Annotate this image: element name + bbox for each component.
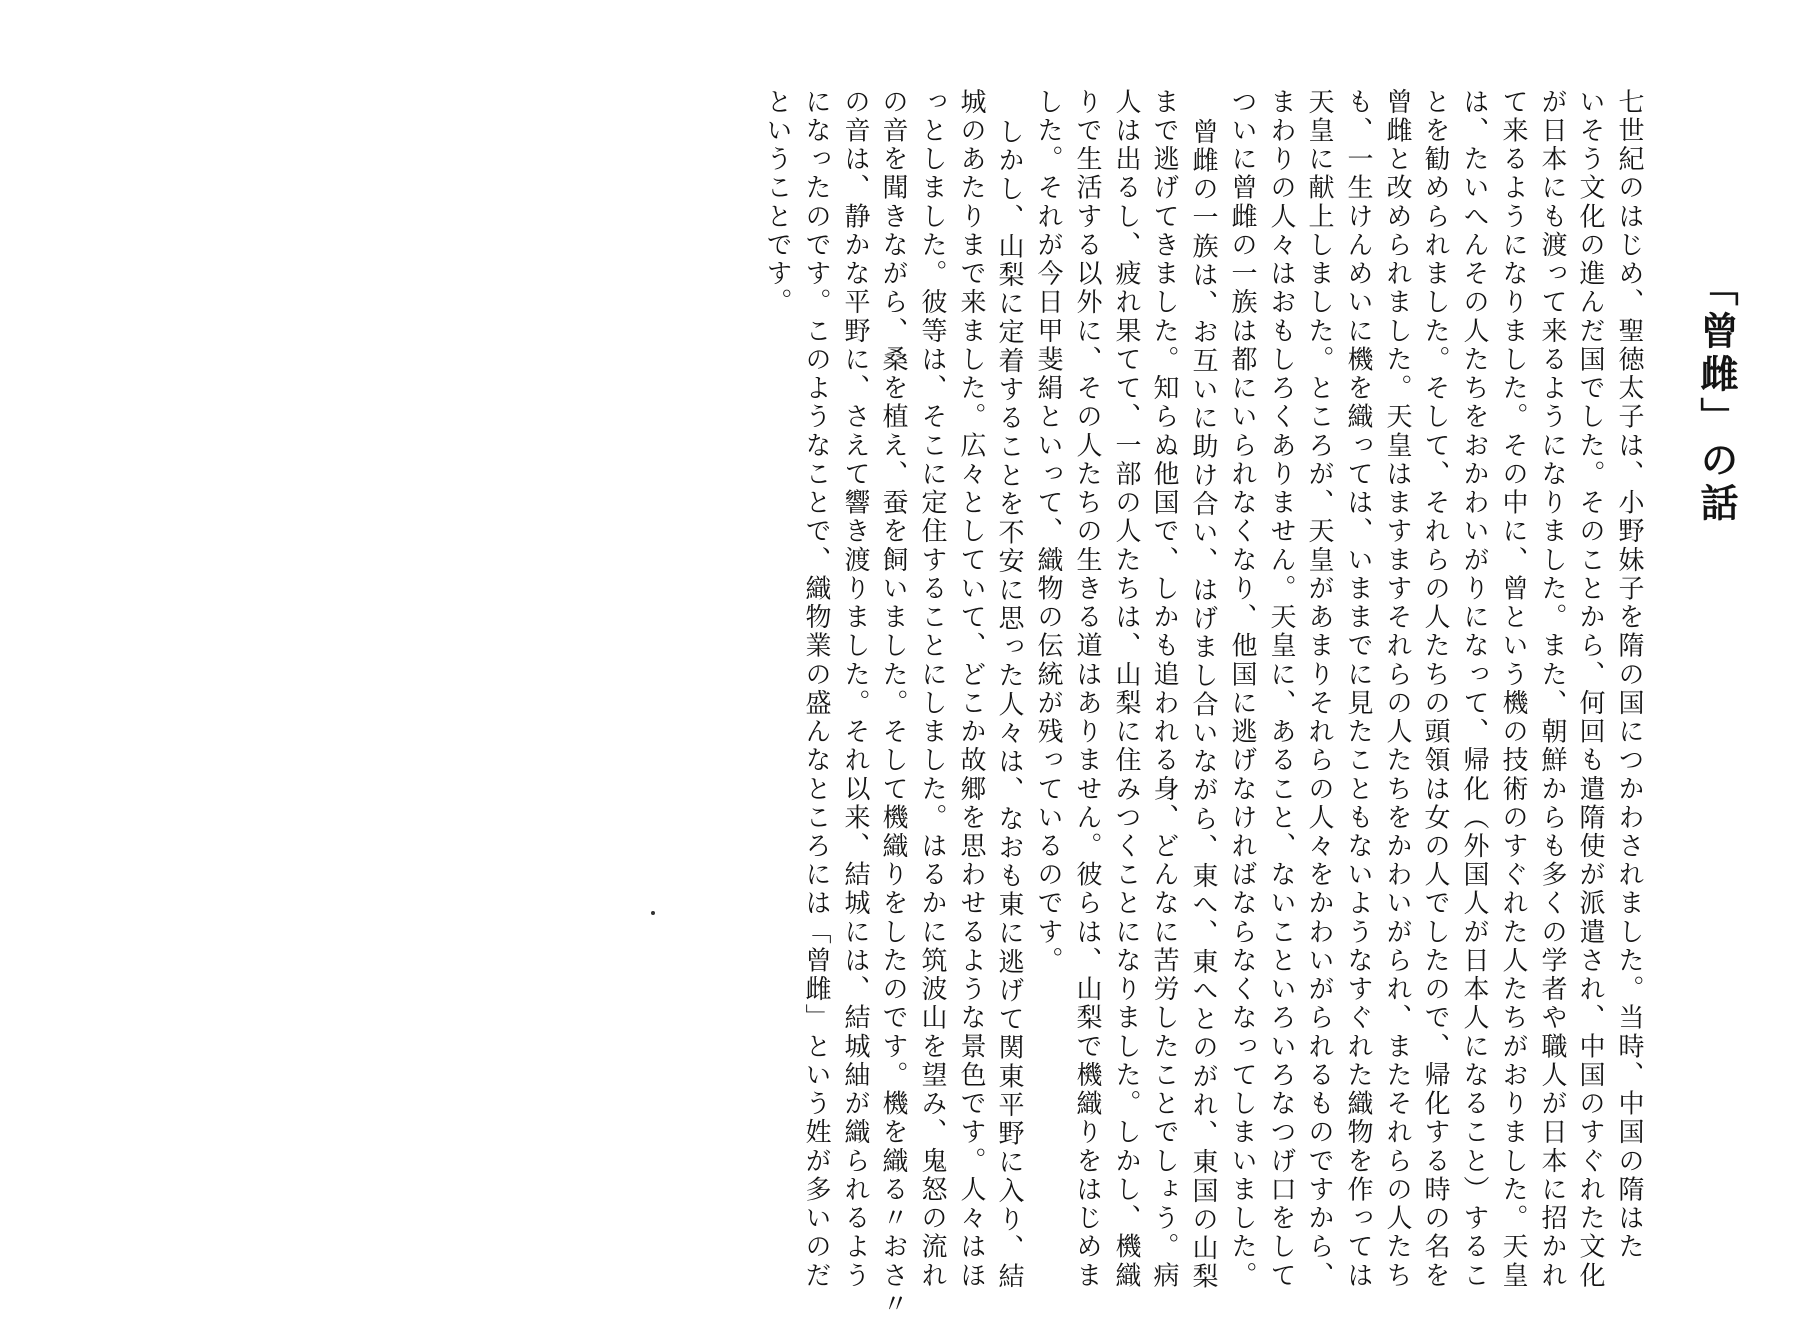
text-line: まわりの人々はおもしろくありません。天皇に、あること、ないこといろいろなつげ口をして (1266, 88, 1296, 1291)
text-line: て来るようになりました。その中に、曾という機の技術のすぐれた人たちがおりました。天皇 (1498, 88, 1528, 1291)
stray-dot-mark (651, 911, 655, 915)
text-line: になったのです。このようなことで、織物業の盛んなところには「曾雌」という姓が多いのだ (801, 88, 831, 1291)
text-line: は、たいへんその人たちをおかわいがりになって、帰化（外国人が日本人になること）するこ (1459, 88, 1489, 1291)
text-line: が日本にも渡って来るようになりました。また、朝鮮からも多くの学者や職人が日本に招かれ (1537, 88, 1567, 1291)
text-line: 城のあたりまで来ました。広々としていて、どこか故郷を思わせるような景色です。人々はほ (956, 88, 986, 1291)
text-line: 人は出るし、疲れ果てて、一部の人たちは、山梨に住みつくことになりました。しかし、機織 (1111, 88, 1141, 1291)
text-line: の音を聞きながら、桑を植え、蚕を飼いました。そして機織りをしたのです。機を織る〃おさ〃 (878, 88, 908, 1319)
text-line: の音は、静かな平野に、さえて響き渡りました。それ以来、結城には、結城紬が織られるよう (840, 88, 870, 1291)
text-line: 天皇に献上しました。ところが、天皇があまりそれらの人々をかわいがられるものですから、 (1304, 88, 1334, 1291)
text-line: した。それが今日甲斐絹といって、織物の伝統が残っているのです。 (1033, 88, 1063, 976)
text-line: りで生活する以外に、その人たちの生きる道はありません。彼らは、山梨で機織りをはじめま (1072, 88, 1102, 1291)
text-line: ついに曾雌の一族は都にいられなくなり、他国に逃げなければならなくなってしまいました。 (1227, 88, 1257, 1291)
text-line: 曾雌の一族は、お互いに助け合い、はげまし合いながら、東へ、東へとのがれ、東国の山梨 (1188, 118, 1218, 1292)
text-line: とを勧められました。そして、それらの人たちの頭領は女の人でしたので、帰化する時の名を (1420, 88, 1450, 1291)
text-line: っとしました。彼等は、そこに定住することにしました。はるかに筑波山を望み、鬼怒の流れ (917, 88, 947, 1291)
text-line: いそう文化の進んだ国でした。そのことから、何回も遣隋使が派遣され、中国のすぐれた文化 (1575, 88, 1605, 1291)
text-line: ということです。 (762, 88, 792, 317)
text-line: まで逃げてきました。知らぬ他国で、しかも追われる身、どんなに苦労したことでしょう。病 (1149, 88, 1179, 1291)
text-line: しかし、山梨に定着することを不安に思った人々は、なおも東に逃げて関東平野に入り、結 (994, 118, 1024, 1292)
page-title: 「曾雌」の話 (1694, 268, 1738, 526)
text-line: も、一生けんめいに機を織っては、いままでに見たこともないようなすぐれた織物を作っては (1343, 88, 1373, 1291)
text-line: 七世紀のはじめ、聖徳太子は、小野妹子を隋の国につかわされました。当時、中国の隋はた (1614, 88, 1644, 1262)
text-line: 曾雌と改められました。天皇はますますそれらの人たちをかわいがられ、またそれらの人たち (1382, 88, 1412, 1291)
